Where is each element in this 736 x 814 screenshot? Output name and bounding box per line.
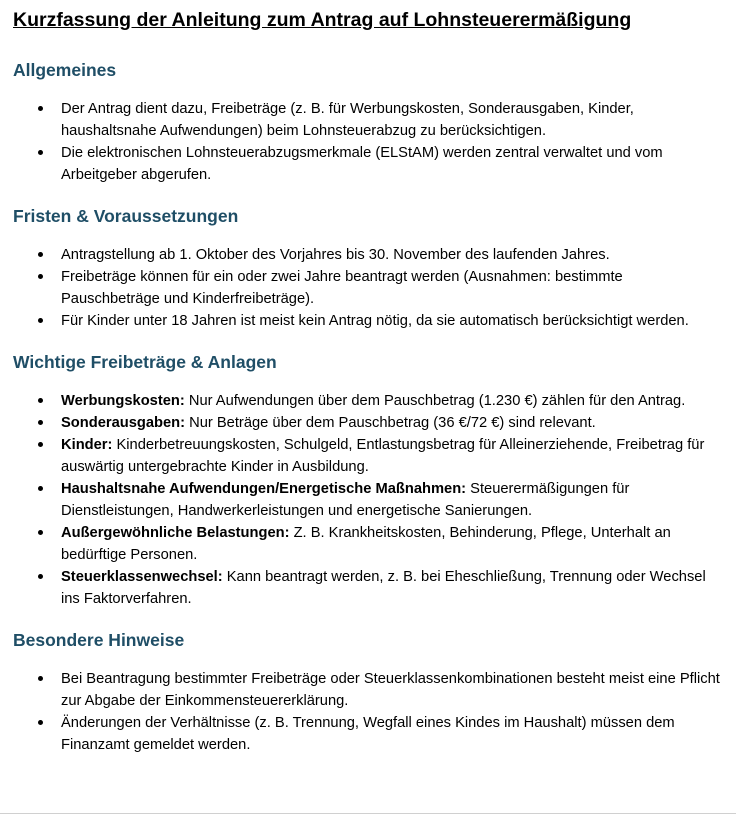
bullet-list-freibetraege — [13, 390, 722, 610]
item-text: Nur Beträge über dem Pauschbetrag (36 €/72 €) sind relevant. — [185, 415, 596, 431]
section-heading-hinweise: Besondere Hinweise — [13, 630, 185, 650]
bullet-list-hinweise — [13, 668, 722, 756]
bullet-item: Bei Beantragung bestimmter Freibeträge oder Steuerklassenkombinationen besteht meist eine Pflicht zur Abgabe der Einkommensteuererklärung. — [13, 668, 722, 712]
bullet-item — [13, 412, 722, 434]
item-label: Werbungskosten: — [61, 393, 185, 409]
bullet-item — [13, 390, 722, 412]
item-label: Haushaltsnahe Aufwendungen/Energetische Maßnahmen: — [61, 481, 467, 497]
item-label: Kinder: — [61, 437, 113, 453]
bullet-item: Die elektronischen Lohnsteuerabzugsmerkmale (ELStAM) werden zentral verwaltet und vom Arbeitgeber abgerufen. — [13, 142, 722, 186]
item-text: Kinderbetreuungskosten, Schulgeld, Entlastungsbetrag für Alleinerziehende, Freibetrag für auswärtig untergebrachte Kinder in Ausbildung. — [61, 437, 705, 475]
bullet-list-allgemeines — [13, 98, 722, 186]
bullet-item — [13, 434, 722, 478]
bullet-item: Freibeträge können für ein oder zwei Jahre beantragt werden (Ausnahmen: bestimmte Pauschbeträge und Kinderfreibeträge). — [13, 266, 722, 310]
item-text: Kann beantragt werden, z. B. bei Eheschließung, Trennung oder Wechsel ins Faktorverfahren. — [61, 569, 706, 607]
bullet-list-fristen — [13, 244, 722, 332]
item-label: Außergewöhnliche Belastungen: — [61, 525, 290, 541]
bullet-item — [13, 478, 722, 522]
document-title: Kurzfassung der Anleitung zum Antrag auf Lohnsteuerermäßigung — [13, 9, 632, 31]
section-heading-freibetraege: Wichtige Freibeträge & Anlagen — [13, 352, 277, 372]
bullet-item: Für Kinder unter 18 Jahren ist meist kein Antrag nötig, da sie automatisch berücksichtigt werden. — [13, 310, 722, 332]
bullet-item — [13, 566, 722, 610]
bullet-item: Änderungen der Verhältnisse (z. B. Trennung, Wegfall eines Kindes im Haushalt) müssen dem Finanzamt gemeldet werden. — [13, 712, 722, 756]
item-text: Steuerermäßigungen für Dienstleistungen, Handwerkerleistungen und energetische Sanierungen. — [61, 481, 630, 519]
item-text: Z. B. Krankheitskosten, Behinderung, Pflege, Unterhalt an bedürftige Personen. — [61, 525, 671, 563]
item-text: Nur Aufwendungen über dem Pauschbetrag (1.230 €) zählen für den Antrag. — [184, 393, 686, 409]
section-heading-fristen: Fristen & Voraussetzungen — [13, 206, 239, 226]
bullet-item — [13, 522, 722, 566]
bullet-item: Antragstellung ab 1. Oktober des Vorjahres bis 30. November des laufenden Jahres. — [13, 244, 722, 266]
item-label: Sonderausgaben: — [61, 415, 186, 431]
section-heading-allgemeines: Allgemeines — [13, 60, 117, 80]
bullet-item: Der Antrag dient dazu, Freibeträge (z. B. für Werbungskosten, Sonderausgaben, Kinder, haushaltsnahe Aufwendungen) beim Lohnsteuerabzug zu berücksichtigen. — [13, 98, 722, 142]
item-label: Steuerklassenwechsel: — [61, 569, 223, 585]
